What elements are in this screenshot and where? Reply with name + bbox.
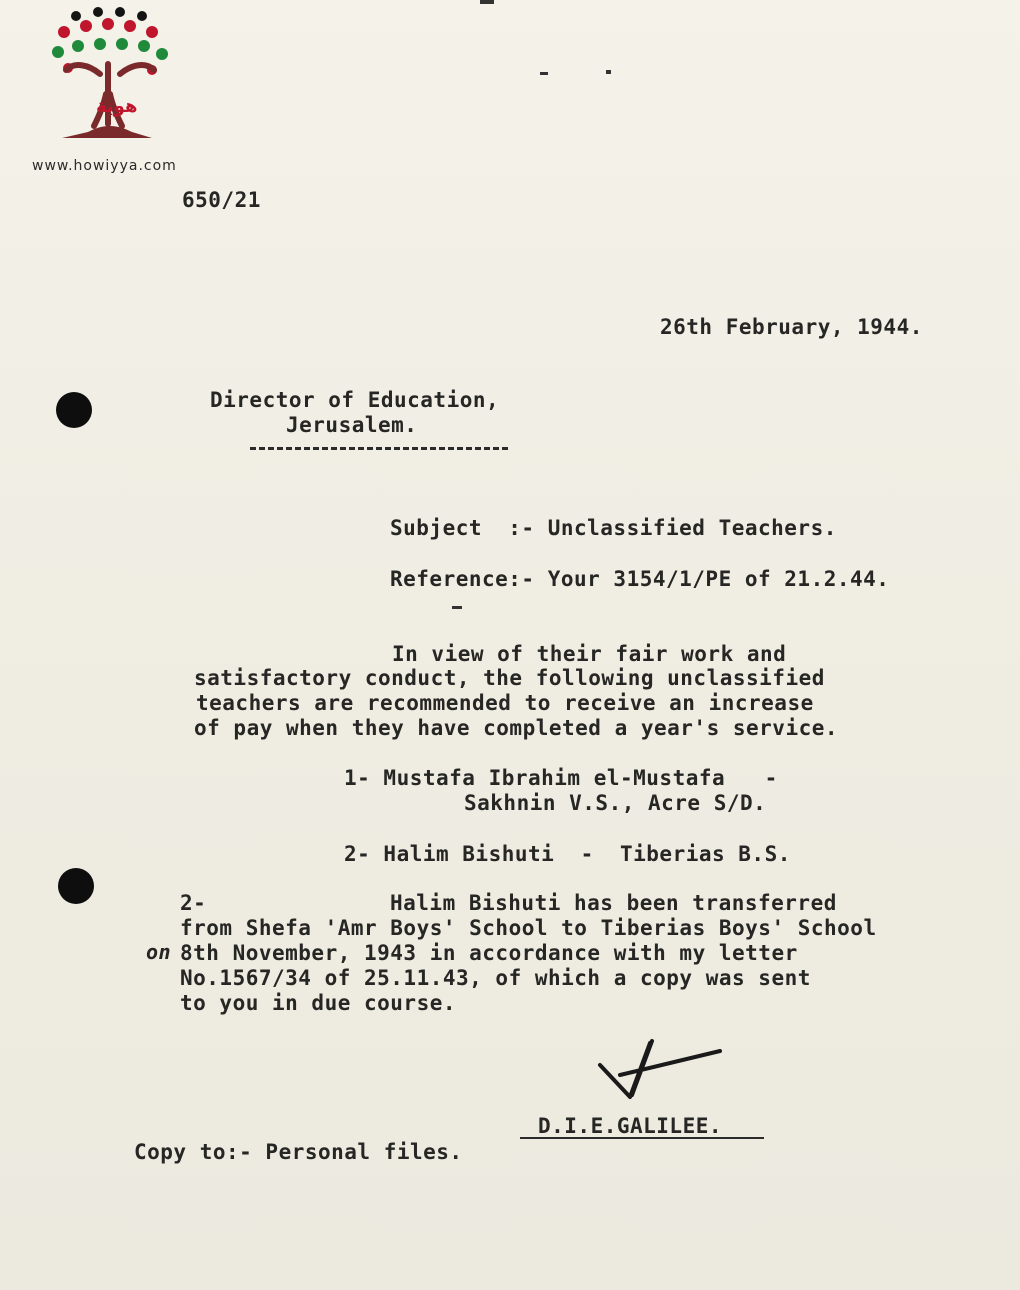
note-line: Halim Bishuti has been transferred <box>390 891 837 915</box>
addressee-city: Jerusalem. <box>286 413 418 437</box>
note-line: No.1567/34 of 25.11.43, of which a copy was sent <box>180 966 811 990</box>
teacher-item-2: 2- Halim Bishuti - Tiberias B.S. <box>344 842 791 866</box>
punch-hole-top <box>56 392 92 428</box>
copy-to-line: Copy to:- Personal files. <box>134 1140 463 1164</box>
howiyya-tree-logo-icon <box>48 4 172 154</box>
signature-underline <box>520 1137 764 1139</box>
ink-speck <box>606 70 611 74</box>
reference-line: Reference:- Your 3154/1/PE of 21.2.44. <box>390 567 890 591</box>
note-line: from Shefa 'Amr Boys' School to Tiberias Boys' School <box>180 916 877 940</box>
svg-text:هوية: هوية <box>96 96 138 117</box>
logo-caption: www.howiyya.com <box>32 158 177 174</box>
margin-handwritten-mark: on <box>146 940 172 964</box>
note-line: 8th November, 1943 in accordance with my letter <box>180 941 798 965</box>
note-line: to you in due course. <box>180 991 457 1015</box>
subject-line: Subject :- Unclassified Teachers. <box>390 516 837 540</box>
body-paragraph-line: of pay when they have completed a year's service. <box>194 716 839 740</box>
handwritten-signature <box>590 1035 730 1105</box>
ink-speck <box>452 606 462 609</box>
body-paragraph-line: satisfactory conduct, the following unclassified <box>194 666 825 690</box>
addressee-underline <box>250 447 508 450</box>
punch-hole-bottom <box>58 868 94 904</box>
ink-speck <box>480 0 494 4</box>
signatory-name: D.I.E.GALILEE. <box>538 1114 723 1138</box>
body-paragraph-line: In view of their fair work and <box>392 642 787 666</box>
letter-date: 26th February, 1944. <box>660 315 923 339</box>
ink-speck <box>540 72 548 75</box>
file-number: 650/21 <box>182 188 261 212</box>
teacher-item-1-school: Sakhnin V.S., Acre S/D. <box>464 791 767 815</box>
addressee-title: Director of Education, <box>210 388 500 412</box>
body-paragraph-line: teachers are recommended to receive an increase <box>196 691 814 715</box>
teacher-item-1: 1- Mustafa Ibrahim el-Mustafa - <box>344 766 778 790</box>
note-label: 2- <box>180 891 207 915</box>
